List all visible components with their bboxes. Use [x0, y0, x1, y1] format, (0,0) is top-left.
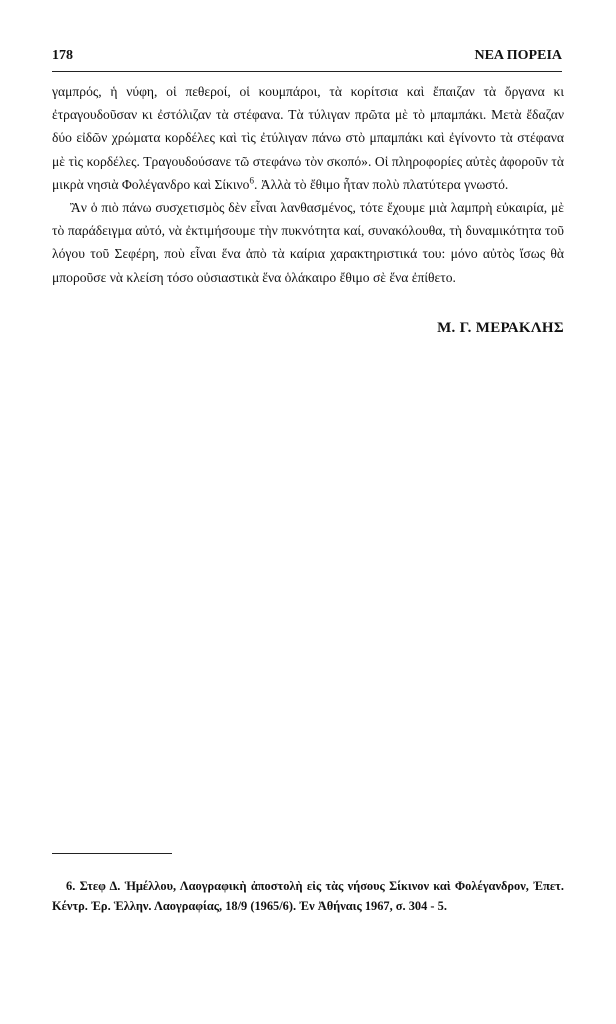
paragraph-1-text: γαμπρός, ἡ νύφη, οἱ πεθεροί, οἱ κουμπάροι, τὰ κορίτσια καὶ ἔπαιζαν τὰ ὄργανα κι ἐτραγουδοῦσαν κι ἐστόλιζαν τὰ στέφανα. Τὰ τύλιγαν πρῶτα μὲ τὸ μπαμπάκι. Μετὰ ἔδαζαν δύο εἰδῶν χρώματα κορδέλες καὶ τὶς ἐτύλιγαν πάνω στὸ μπαμπάκι καὶ ἐγίνοντο τὰ στέφανα μὲ τὶς κορδέλες. Τραγουδούσανε τῶ στεφάνω τὸν σκοπό». Οἱ πληροφορίες αὐτὲς ἀφοροῦν τὰ μικρὰ νησιὰ Φολέγανδρο καὶ Σίκινο	[52, 84, 564, 192]
header-rule	[52, 71, 562, 72]
footnote-reference: 6	[249, 175, 254, 186]
footnote	[52, 876, 564, 916]
author-signature: Μ. Γ. ΜΕΡΑΚΛΗΣ	[437, 320, 564, 336]
footnote-rule	[52, 853, 172, 854]
footnote-number: 6.	[66, 879, 76, 893]
page-number: 178	[52, 48, 73, 63]
paragraph-1-text-end: . Ἀλλὰ τὸ ἔθιμο ἦταν πολὺ πλατύτερα γνωστό.	[253, 176, 509, 192]
paragraph-1	[52, 80, 564, 196]
paragraph-2: Ἂν ὁ πιὸ πάνω συσχετισμὸς δὲν εἶναι λανθασμένος, τότε ἔχουμε μιὰ λαμπρὴ εὐκαιρία, μὲ τὸ παράδειγμα αὐτό, νὰ ἐκτιμήσουμε τὴν πυκνότητα καί, συνακόλουθα, τὴ δυναμικότητα τοῦ λόγου τοῦ Σεφέρη, ποὺ εἶναι ἕνα ἀπὸ τὰ καίρια χαρακτηριστικά του: μόνο αὐτὸς ἴσως θὰ μποροῦσε νὰ κλείση τόσο οὐσιαστικὰ ἕνα ὁλάκαιρο ἔθιμο σὲ ἕνα ἐπίθετο.	[52, 200, 564, 285]
main-text	[52, 80, 564, 289]
running-title: ΝΕΑ ΠΟΡΕΙΑ	[474, 48, 562, 63]
page-header	[52, 48, 562, 64]
footnote-text: Στεφ Δ. Ἡμέλλου, Λαογραφικὴ ἀποστολὴ εἰς τὰς νήσους Σίκινον καὶ Φολέγανδρον, Ἐπετ. Κέντρ. Ἐρ. Ἑλλην. Λαογραφίας, 18/9 (1965/6). Ἐν Ἀθήναις 1967, σ. 304 - 5.	[52, 879, 564, 913]
